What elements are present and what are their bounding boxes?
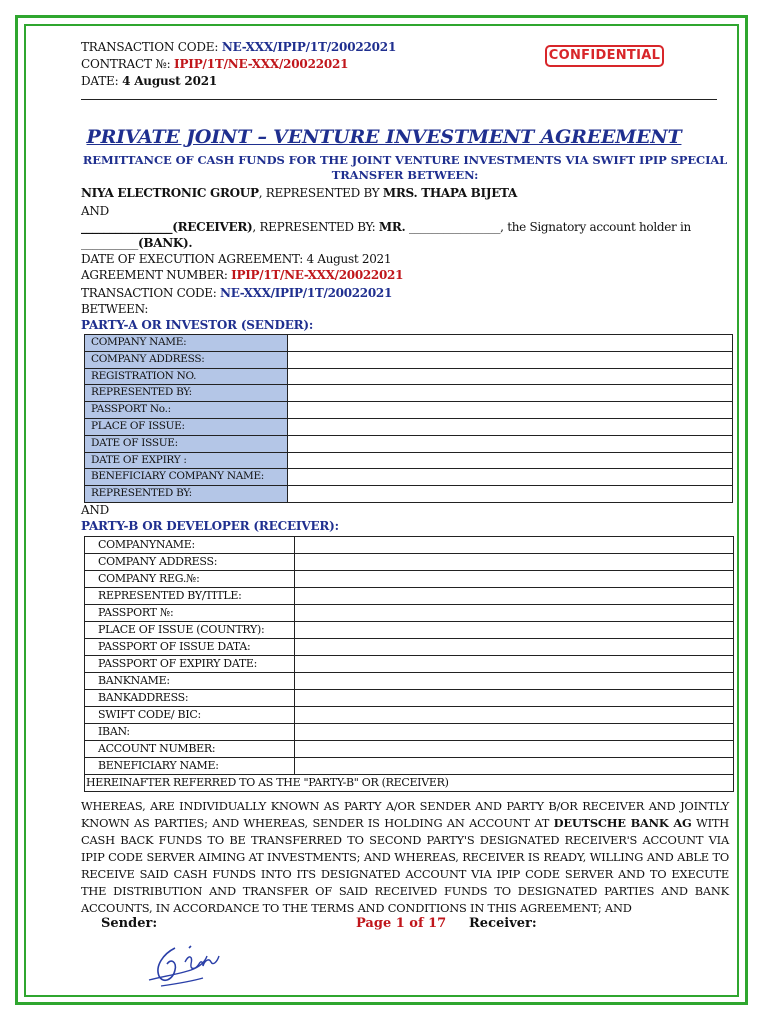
field-label: REGISTRATION NO. (85, 368, 288, 385)
table-row (85, 622, 734, 639)
document-title: PRIVATE JOINT – VENTURE INVESTMENT AGREEMENT (86, 126, 682, 148)
table-row (85, 418, 733, 435)
field-value-cell (288, 435, 733, 452)
field-label: REPRESENTED BY/TITLE: (85, 588, 295, 605)
footer-sender-label: Sender: (101, 916, 158, 931)
field-label: REPRESENTED BY: (85, 486, 288, 503)
table-row (85, 402, 733, 419)
field-value-cell (295, 588, 734, 605)
and-line-1: AND (81, 204, 109, 218)
sender-party-line: NIYA ELECTRONIC GROUP, REPRESENTED BY MRS. THAPA BIJETA (81, 186, 518, 200)
field-label: BENEFICIARY NAME: (85, 758, 295, 775)
field-label: DATE OF ISSUE: (85, 435, 288, 452)
field-value-cell (288, 486, 733, 503)
transaction-code-line: TRANSACTION CODE: NE-XXX/IPIP/1T/20022021 (81, 286, 393, 300)
table-row (85, 335, 733, 352)
execution-date-line: DATE OF EXECUTION AGREEMENT: 4 August 2021 (81, 252, 392, 266)
header-transaction-code-value: NE-XXX/IPIP/1T/20022021 (221, 40, 397, 54)
field-value-cell (295, 622, 734, 639)
table-row (85, 435, 733, 452)
table-row (85, 758, 734, 775)
field-value-cell (295, 537, 734, 554)
agreement-number-line: AGREEMENT NUMBER: IPIP/1T/NE-XXX/20022021 (81, 268, 404, 282)
party-a-heading: PARTY-A OR INVESTOR (SENDER): (81, 318, 314, 332)
whereas-bank-name: DEUTSCHE BANK AG (553, 816, 692, 830)
table-row (85, 554, 734, 571)
and-line-2: AND (81, 503, 109, 517)
receiver-party-line: ________________(RECEIVER), REPRESENTED BY: MR. ________________, the Signatory account holder in (81, 220, 691, 234)
table-row (85, 775, 734, 792)
document-subtitle: REMITTANCE OF CASH FUNDS FOR THE JOINT VENTURE INVESTMENTS VIA SWIFT IPIP SPECIAL TRANSFER BETWEEN: (82, 153, 728, 182)
header-transaction-code: TRANSACTION CODE: NE-XXX/IPIP/1T/20022021 (81, 40, 397, 54)
table-row (85, 385, 733, 402)
header-date: DATE: 4 August 2021 (81, 74, 218, 88)
field-value-cell (295, 690, 734, 707)
field-label: PASSPORT OF ISSUE DATA: (85, 639, 295, 656)
field-label: PLACE OF ISSUE: (85, 418, 288, 435)
field-label: IBAN: (85, 724, 295, 741)
table-row (85, 351, 733, 368)
hereinafter-row: HEREINAFTER REFERRED TO AS THE "PARTY-B" OR (RECEIVER) (85, 775, 734, 792)
field-label: COMPANY ADDRESS: (85, 554, 295, 571)
field-label: PASSPORT OF EXPIRY DATE: (85, 656, 295, 673)
field-label: PASSPORT №: (85, 605, 295, 622)
field-value-cell (288, 469, 733, 486)
field-label: COMPANYNAME: (85, 537, 295, 554)
field-value-cell (295, 554, 734, 571)
field-label: COMPANY NAME: (85, 335, 288, 352)
table-row (85, 741, 734, 758)
field-label: SWIFT CODE/ BIC: (85, 707, 295, 724)
table-row (85, 724, 734, 741)
field-value-cell (288, 335, 733, 352)
header-contract: CONTRACT №: IPIP/1T/NE-XXX/20022021 (81, 57, 349, 71)
field-label: BENEFICIARY COMPANY NAME: (85, 469, 288, 486)
document-header (81, 39, 396, 90)
field-value-cell (295, 605, 734, 622)
table-row (85, 486, 733, 503)
field-value-cell (295, 741, 734, 758)
field-label: COMPANY ADDRESS: (85, 351, 288, 368)
table-row (85, 605, 734, 622)
field-label: PASSPORT No.: (85, 402, 288, 419)
field-label: ACCOUNT NUMBER: (85, 741, 295, 758)
table-row (85, 707, 734, 724)
field-value-cell (295, 758, 734, 775)
field-label: REPRESENTED BY: (85, 385, 288, 402)
whereas-paragraph: WHEREAS, ARE INDIVIDUALLY KNOWN AS PARTY A/OR SENDER AND PARTY B/OR RECEIVER AND JOINTLY KNOWN AS PARTIES; AND WHEREAS, SENDER IS HOLDING AN ACCOUNT AT DEUTSCHE BANK AG WITH CASH BACK FUNDS TO BE TRANSFERRED TO SECOND PARTY'S DESIGNATED RECEIVER'S ACCOUNT VIA IPIP CODE SERVER AIMING AT INVESTMENTS; AND WHEREAS, RECEIVER IS READY, WILLING AND ABLE TO RECEIVE SAID CASH FUNDS INTO ITS DESIGNATED ACCOUNT VIA IPIP CODE SERVER AND TO EXECUTE THE DISTRIBUTION AND TRANSFER OF SAID RECEIVED FUNDS TO DESIGNATED PARTIES AND BANK ACCOUNTS, IN ACCORDANCE TO THE TERMS AND CONDITIONS IN THIS AGREEMENT; AND (81, 799, 730, 915)
table-row (85, 673, 734, 690)
party-b-heading: PARTY-B OR DEVELOPER (RECEIVER): (81, 519, 339, 533)
field-value-cell (295, 724, 734, 741)
field-value-cell (295, 656, 734, 673)
table-row (85, 690, 734, 707)
table-row (85, 452, 733, 469)
bank-line: __________(BANK). (81, 236, 193, 250)
field-value-cell (295, 571, 734, 588)
field-value-cell (288, 452, 733, 469)
header-divider (81, 99, 717, 100)
field-value-cell (295, 707, 734, 724)
confidential-stamp: CONFIDENTIAL (545, 45, 664, 67)
header-contract-value: IPIP/1T/NE-XXX/20022021 (174, 57, 349, 71)
field-value-cell (295, 639, 734, 656)
table-row (85, 571, 734, 588)
table-row (85, 368, 733, 385)
field-label: DATE OF EXPIRY : (85, 452, 288, 469)
party-b-table (84, 536, 734, 792)
table-row (85, 639, 734, 656)
field-label: PLACE OF ISSUE (COUNTRY): (85, 622, 295, 639)
field-label: COMPANY REG.№: (85, 571, 295, 588)
field-value-cell (295, 673, 734, 690)
field-value-cell (288, 418, 733, 435)
table-row (85, 656, 734, 673)
sender-signature-image (145, 940, 235, 990)
footer-page-number: Page 1 of 17 (356, 916, 447, 931)
footer-receiver-label: Receiver: (469, 916, 537, 931)
header-date-value: 4 August 2021 (122, 74, 218, 88)
field-value-cell (288, 402, 733, 419)
field-value-cell (288, 368, 733, 385)
table-row (85, 588, 734, 605)
field-value-cell (288, 351, 733, 368)
field-label: BANKADDRESS: (85, 690, 295, 707)
field-label: BANKNAME: (85, 673, 295, 690)
party-a-table (84, 334, 733, 503)
table-row (85, 537, 734, 554)
between-line: BETWEEN: (81, 302, 149, 316)
table-row (85, 469, 733, 486)
field-value-cell (288, 385, 733, 402)
